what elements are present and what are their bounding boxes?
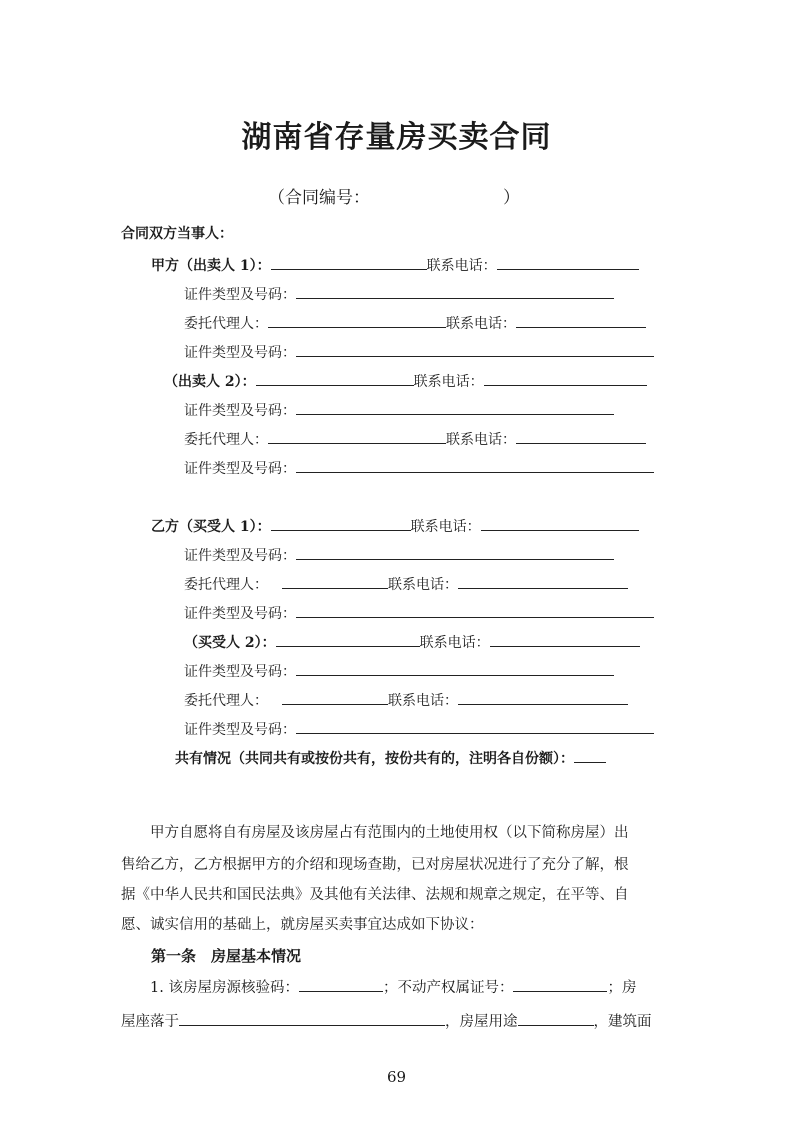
buyer2-name-field[interactable] (276, 631, 420, 647)
item1-verify-label: 1. 该房屋房源核验码： (150, 980, 299, 996)
phone-label: 联系电话： (446, 316, 516, 332)
phone-label: 联系电话： (413, 374, 484, 390)
seller1-id-field[interactable] (296, 283, 614, 299)
seller1-id-row (184, 283, 614, 305)
seller1-agent-field[interactable] (268, 312, 446, 328)
buyer1-id-row (184, 544, 614, 566)
agent-label: 委托代理人： (184, 432, 268, 448)
buyer2-label: （买受人 2）： (184, 635, 276, 651)
buyer1-row (151, 515, 639, 537)
buyer1-name-field[interactable] (271, 515, 411, 531)
seller1-phone-field[interactable] (497, 254, 639, 270)
seller2-agent-row (184, 428, 646, 450)
buyer1-agent-row (184, 573, 628, 595)
item1-usage-label: ，房屋用途 (445, 1014, 518, 1030)
buyer1-phone-field[interactable] (481, 515, 639, 531)
coownership-label: 共有情况（共同共有或按份共有，按份共有的，注明各自份额）： (175, 751, 574, 767)
article1-heading: 第一条 房屋基本情况 (151, 947, 302, 965)
seller2-label: （出卖人 2）： (164, 374, 256, 390)
id-label: 证件类型及号码： (184, 403, 296, 419)
usage-field[interactable] (518, 1010, 594, 1026)
item1-line-2 (121, 1010, 652, 1032)
id-label: 证件类型及号码： (184, 664, 296, 680)
buyer1-label: 乙方（买受人 1）： (151, 519, 271, 535)
seller2-agent-id-field[interactable] (296, 457, 654, 473)
verify-code-field[interactable] (299, 976, 383, 992)
agent-label: 委托代理人： (184, 316, 268, 332)
contract-number-line (268, 183, 520, 208)
phone-label: 联系电话： (446, 432, 516, 448)
contract-number-close: ） (503, 188, 520, 208)
contract-number-label: （合同编号： (268, 188, 370, 208)
item1-line2-tail: ，建筑面 (593, 1014, 652, 1030)
buyer2-agent-row (184, 689, 628, 711)
location-field[interactable] (179, 1010, 445, 1026)
buyer2-phone-field[interactable] (490, 631, 640, 647)
id-label: 证件类型及号码： (184, 461, 296, 477)
item1-location-label: 屋座落于 (121, 1014, 179, 1030)
phone-label: 联系电话： (426, 258, 497, 274)
seller2-agent-phone-field[interactable] (516, 428, 646, 444)
item1-line-1 (150, 976, 636, 998)
buyer1-agent-id-field[interactable] (296, 602, 654, 618)
buyer2-agent-phone-field[interactable] (458, 689, 628, 705)
seller2-row (164, 370, 647, 392)
id-label: 证件类型及号码： (184, 345, 296, 361)
property-cert-field[interactable] (513, 976, 607, 992)
seller2-agent-field[interactable] (268, 428, 446, 444)
buyer2-agent-field[interactable] (282, 689, 388, 705)
phone-label: 联系电话： (388, 577, 458, 593)
seller1-row (151, 254, 639, 276)
coownership-field[interactable] (574, 747, 606, 763)
preamble-line-3: 据《中华人民共和国民法典》及其他有关法律、法规和规章之规定，在平等、自 (121, 887, 629, 903)
seller2-id-row (184, 399, 614, 421)
seller2-agent-id-row (184, 457, 654, 479)
buyer1-agent-field[interactable] (282, 573, 388, 589)
buyer2-row (184, 631, 640, 653)
buyer2-agent-id-row (184, 718, 654, 740)
seller1-agent-row (184, 312, 646, 334)
preamble-line-4: 愿、诚实信用的基础上，就房屋买卖事宜达成如下协议： (121, 917, 484, 933)
id-label: 证件类型及号码： (184, 548, 296, 564)
item1-line1-tail: ；房 (607, 980, 637, 996)
coownership-row (175, 747, 606, 769)
seller1-agent-id-field[interactable] (296, 341, 654, 357)
buyer2-agent-id-field[interactable] (296, 718, 654, 734)
buyer1-agent-phone-field[interactable] (458, 573, 628, 589)
seller2-phone-field[interactable] (484, 370, 647, 386)
seller2-id-field[interactable] (296, 399, 614, 415)
page-number: 69 (386, 1068, 407, 1086)
phone-label: 联系电话： (388, 693, 458, 709)
seller1-agent-phone-field[interactable] (516, 312, 646, 328)
preamble-line-2: 售给乙方，乙方根据甲方的介绍和现场查勘，已对房屋状况进行了充分了解，根 (121, 857, 629, 873)
id-label: 证件类型及号码： (184, 606, 296, 622)
buyer1-agent-id-row (184, 602, 654, 624)
buyer1-id-field[interactable] (296, 544, 614, 560)
phone-label: 联系电话： (410, 519, 481, 535)
phone-label: 联系电话： (419, 635, 490, 651)
item1-cert-label: ；不动产权属证号： (382, 980, 514, 996)
seller2-name-field[interactable] (256, 370, 414, 386)
agent-label: 委托代理人： (184, 693, 268, 709)
agent-label: 委托代理人： (184, 577, 268, 593)
preamble-line-1: 甲方自愿将自有房屋及该房屋占有范围内的土地使用权（以下简称房屋）出 (150, 825, 629, 841)
parties-heading: 合同双方当事人： (121, 226, 233, 242)
contract-title: 湖南省存量房买卖合同 (241, 120, 552, 155)
seller1-label: 甲方（出卖人 1）： (151, 258, 271, 274)
seller1-name-field[interactable] (271, 254, 427, 270)
buyer2-id-row (184, 660, 614, 682)
id-label: 证件类型及号码： (184, 287, 296, 303)
seller1-agent-id-row (184, 341, 654, 363)
buyer2-id-field[interactable] (296, 660, 614, 676)
id-label: 证件类型及号码： (184, 722, 296, 738)
